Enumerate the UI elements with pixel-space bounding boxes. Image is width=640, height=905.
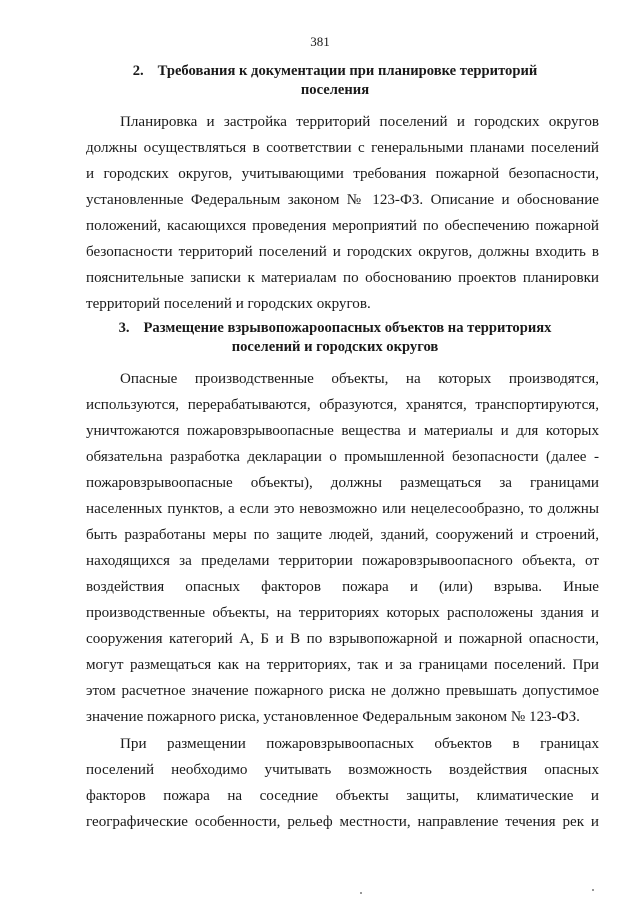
section-3-number: 3. bbox=[118, 320, 130, 336]
section-3-paragraph-1-line: используются, перерабатываются, образуются, хранятся, транспортируются, bbox=[86, 397, 599, 413]
section-2-text-line: должны осуществляться в соответствии с генеральными планами поселений bbox=[86, 140, 599, 156]
section-3-heading-line-1 bbox=[60, 319, 610, 338]
section-3-paragraph-1-line: пожаровзрывоопасные объекты), должны размещаться за границами bbox=[86, 475, 599, 491]
section-2-heading-line-2 bbox=[60, 81, 610, 100]
section-2-text-line: установленные Федеральным законом № 123-ФЗ. Описание и обоснование bbox=[86, 192, 599, 208]
section-2-heading-line-1 bbox=[60, 62, 610, 81]
section-3-paragraph-1-line: населенных пунктов, а если это невозможно или нецелесообразно, то должны bbox=[86, 501, 599, 517]
section-3-paragraph-1-line: воздействия опасных факторов пожара и (или) взрыва. Иные bbox=[86, 579, 599, 595]
section-3-heading-line-2 bbox=[60, 338, 610, 357]
scan-speck bbox=[360, 892, 362, 894]
section-2-text-line: Планировка и застройка территорий поселений и городских округов bbox=[120, 114, 599, 130]
section-2-title-line-1: Требования к документации при планировке территорий bbox=[157, 63, 538, 79]
section-3-paragraph-1-line: быть разработаны меры по защите людей, зданий, сооружений и строений, bbox=[86, 527, 599, 543]
section-2-title-line-2: поселения bbox=[300, 82, 370, 98]
section-3-paragraph-2-line: географические особенности, рельеф местности, направление течения рек и bbox=[86, 814, 599, 830]
section-3-paragraph-1-line: значение пожарного риска, установленное Федеральным законом № 123-ФЗ. bbox=[86, 709, 580, 725]
section-3-paragraph-2-line: При размещении пожаровзрывоопасных объектов в границах bbox=[120, 736, 599, 752]
section-3-paragraph-1-line: обязательна разработка декларации о промышленной безопасности (далее - bbox=[86, 449, 599, 465]
section-3-paragraph-2-line: поселений необходимо учитывать возможность воздействия опасных bbox=[86, 762, 599, 778]
page-number: 381 bbox=[310, 34, 330, 49]
section-2-text-line: и городских округов, учитывающими требования пожарной безопасности, bbox=[86, 166, 599, 182]
section-3-paragraph-1-line: этом расчетное значение пожарного риска не должно превышать допустимое bbox=[86, 683, 599, 699]
section-2-text-line: территорий поселений и городских округов. bbox=[86, 296, 371, 312]
section-3-paragraph-1-line: сооружения категорий А, Б и В по взрывопожарной и пожарной опасности, bbox=[86, 631, 599, 647]
section-2-number: 2. bbox=[132, 63, 144, 79]
section-3-paragraph-2-line: факторов пожара на соседние объекты защиты, климатические и bbox=[86, 788, 599, 804]
scan-speck bbox=[592, 889, 594, 891]
section-3-paragraph-1-line: уничтожаются пожаровзрывоопасные вещества и материалы и для которых bbox=[86, 423, 599, 439]
section-3-paragraph-1-line: могут размещаться как на территориях, так и за границами поселений. При bbox=[86, 657, 599, 673]
section-2-text-line: пояснительные записки к материалам по обоснованию проектов планировки bbox=[86, 270, 599, 286]
section-3-paragraph-1-line: производственные объекты, на территориях которых расположены здания и bbox=[86, 605, 599, 621]
section-2-text-line: положений, касающихся проведения мероприятий по обеспечению пожарной bbox=[86, 218, 599, 234]
section-3-paragraph-1-line: находящихся за пределами территории пожаровзрывоопасного объекта, от bbox=[86, 553, 599, 569]
section-3-title-line-2: поселений и городских округов bbox=[231, 339, 439, 355]
section-3-title-line-1: Размещение взрывопожароопасных объектов на территориях bbox=[143, 320, 552, 336]
section-2-text-line: безопасности территорий поселений и городских округов, должны входить в bbox=[86, 244, 599, 260]
section-3-paragraph-1-line: Опасные производственные объекты, на которых производятся, bbox=[120, 371, 599, 387]
